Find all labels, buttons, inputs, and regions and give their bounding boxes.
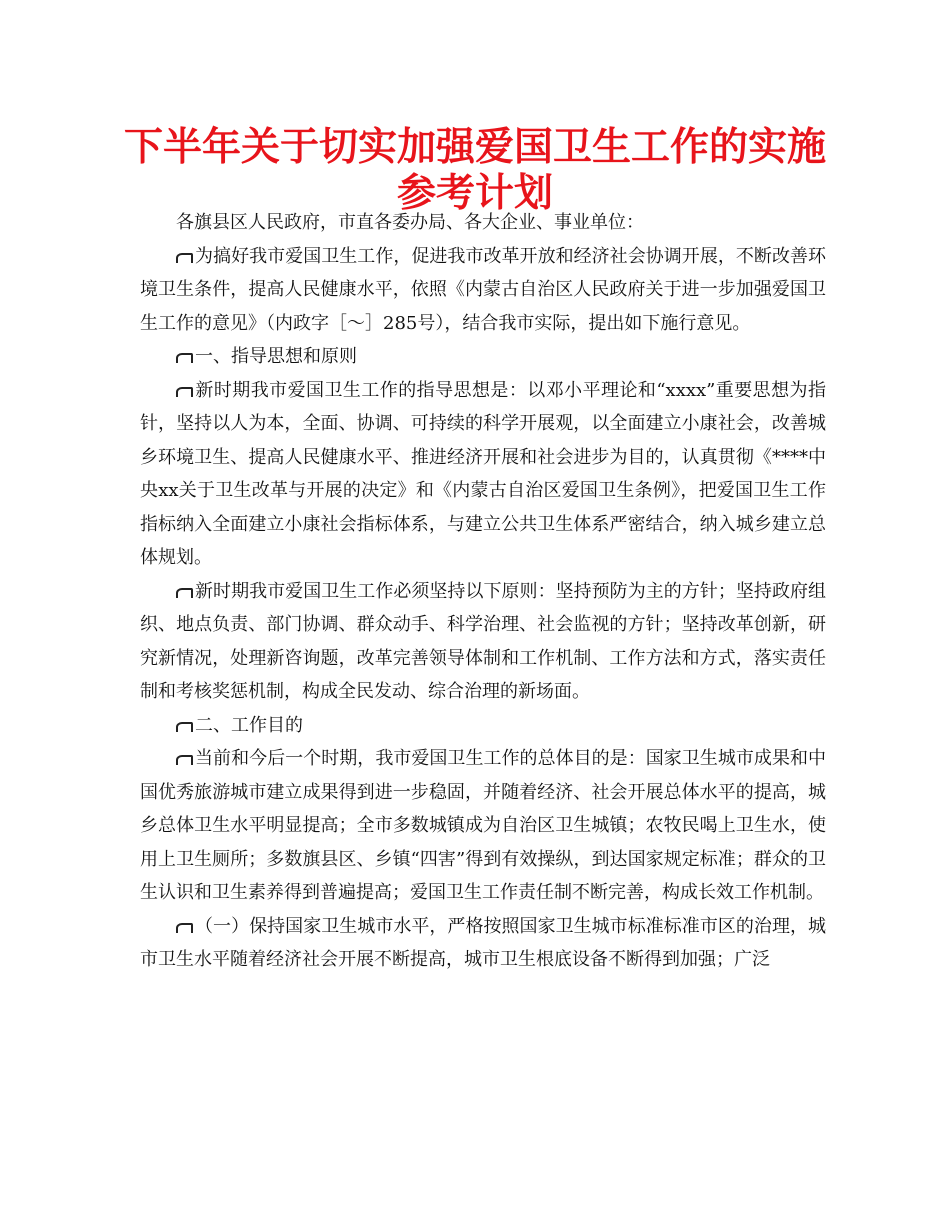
paragraph-text: 二、工作目的 (195, 714, 303, 736)
section-heading (140, 340, 826, 374)
document-title-line-1: 下半年关于切实加强爱国卫生工作的实施 (123, 125, 826, 170)
paragraph (140, 374, 826, 575)
section-heading (140, 709, 826, 743)
paragraph (140, 575, 826, 709)
paragraph-mark-icon (176, 923, 193, 933)
paragraph-text: 新时期我市爱国卫生工作的指导思想是：以邓小平理论和“xxxx”重要思想为指针，坚持以人为本，全面、协调、可持续的科学开展观，以全面建立小康社会，改善城乡环境卫生、提高人民健康水平、推进经济开展和社会进步为目的，认真贯彻《****中央xx关于卫生改革与开展的决定》和《内蒙古自治区爱国卫生条例》，把爱国卫生工作指标纳入全面建立小康社会指标体系，与建立公共卫生体系严密结合，纳入城乡建立总体规划。 (140, 379, 826, 568)
paragraph-text: （一）保持国家卫生城市水平，严格按照国家卫生城市标准标准市区的治理，城市卫生水平随着经济社会开展不断提高，城市卫生根底设备不断得到加强；广泛 (140, 915, 826, 970)
document-body (140, 206, 826, 977)
paragraph (140, 910, 826, 977)
paragraph-mark-icon (176, 253, 193, 263)
paragraph-text: 为搞好我市爱国卫生工作，促进我市改革开放和经济社会协调开展，不断改善环境卫生条件，提高人民健康水平，依照《内蒙古自治区人民政府关于进一步加强爱国卫生工作的意见》（内政字［～］285号），结合我市实际，提出如下施行意见。 (140, 245, 826, 334)
document-title-line-2: 参考计划 (396, 171, 553, 216)
paragraph-mark-icon (176, 387, 193, 397)
paragraph (140, 742, 826, 910)
paragraph-text: 当前和今后一个时期，我市爱国卫生工作的总体目的是：国家卫生城市成果和中国优秀旅游城市建立成果得到进一步稳固，并随着经济、社会开展总体水平的提高，城乡总体卫生水平明显提高；全市多数城镇成为自治区卫生城镇；农牧民喝上卫生水，使用上卫生厕所；多数旗县区、乡镇“四害”得到有效操纵，到达国家规定标准；群众的卫生认识和卫生素养得到普遍提高；爱国卫生工作责任制不断完善，构成长效工作机制。 (140, 748, 826, 903)
paragraph-text: 一、指导思想和原则 (195, 346, 357, 367)
paragraph-mark-icon (176, 588, 193, 598)
paragraph-mark-icon (176, 755, 193, 765)
paragraph-text: 新时期我市爱国卫生工作必须坚持以下原则：坚持预防为主的方针；坚持政府组织、地点负责、部门协调、群众动手、科学治理、社会监视的方针；坚持改革创新，研究新情况，处理新咨询题，改革完善领导体制和工作机制、工作方法和方式，落实责任制和考核奖惩机制，构成全民发动、综合治理的新场面。 (140, 580, 826, 702)
paragraph-mark-icon (176, 722, 193, 732)
paragraph-mark-icon (176, 353, 193, 363)
paragraph (140, 240, 826, 341)
paragraph-salutation (140, 206, 826, 240)
paragraph-text: 各旗县区人民政府，市直各委办局、各大企业、事业单位： (176, 212, 644, 233)
